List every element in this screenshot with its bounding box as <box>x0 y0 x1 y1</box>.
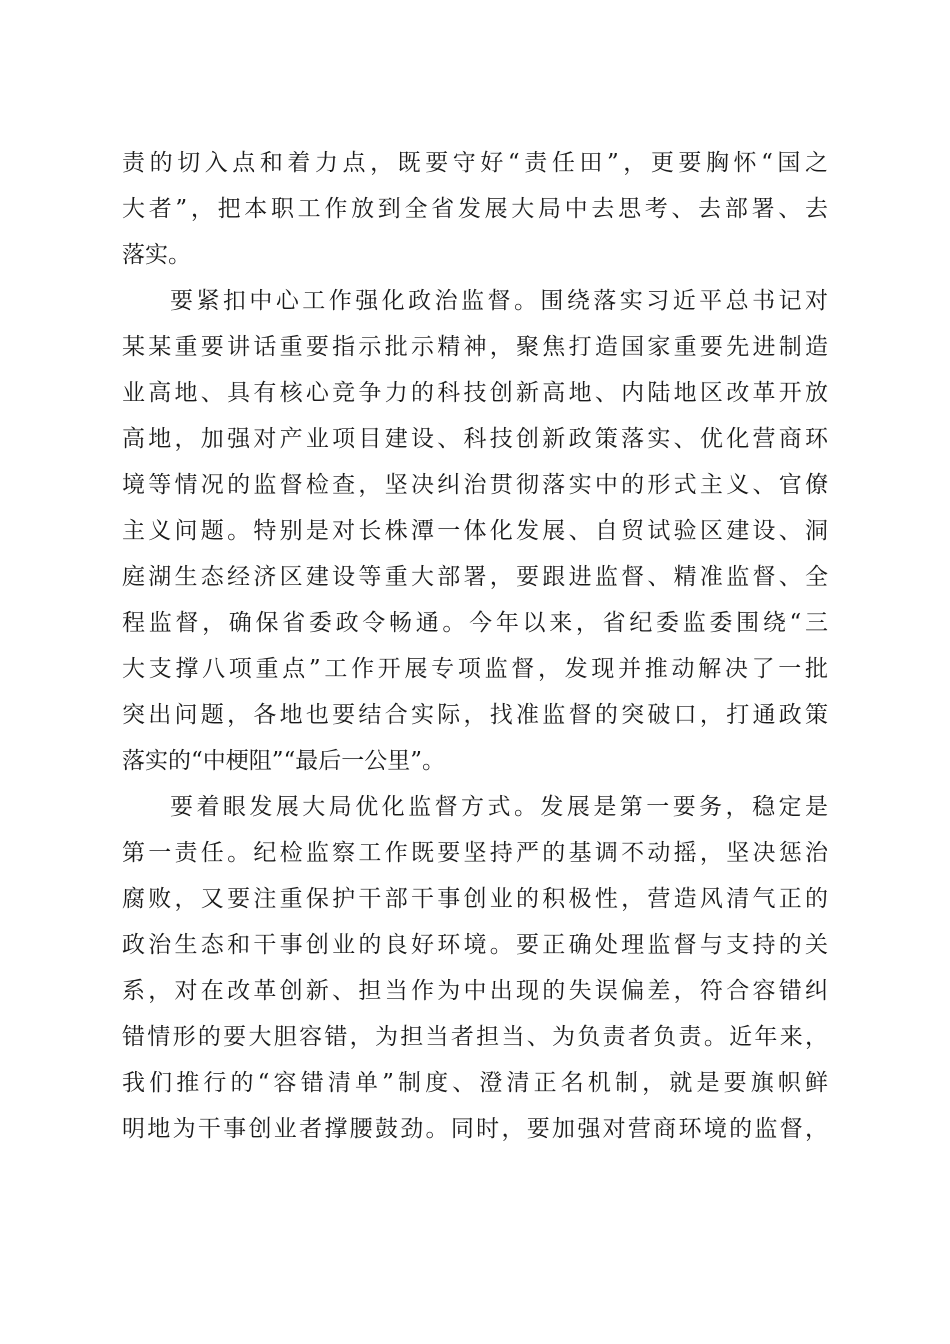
text-line: 明地为干事创业者撑腰鼓劲。同时，要加强对营商环境的监督， <box>122 1116 828 1142</box>
paragraph-heading-line: 要着眼发展大局优化监督方式。发展是第一要务，稳定是 <box>170 794 828 820</box>
text-line: 主义问题。特别是对长株潭一体化发展、自贸试验区建设、洞 <box>122 518 828 544</box>
text-line: 我们推行的“容错清单”制度、澄清正名机制，就是要旗帜鲜 <box>122 1070 828 1096</box>
text-line: 腐败，又要注重保护干部干事创业的积极性，营造风清气正的 <box>122 886 828 912</box>
text-line: 政治生态和干事创业的良好环境。要正确处理监督与支持的关 <box>122 932 828 958</box>
text-line: 业高地、具有核心竞争力的科技创新高地、内陆地区改革开放 <box>122 380 828 406</box>
text-line: 高地，加强对产业项目建设、科技创新政策落实、优化营商环 <box>122 426 828 452</box>
text-line: 庭湖生态经济区建设等重大部署，要跟进监督、精准监督、全 <box>122 564 828 590</box>
text-line: 系，对在改革创新、担当作为中出现的失误偏差，符合容错纠 <box>122 978 828 1004</box>
text-line: 某某重要讲话重要指示批示精神，聚焦打造国家重要先进制造 <box>122 334 828 360</box>
text-line: 大支撑八项重点”工作开展专项监督，发现并推动解决了一批 <box>122 656 828 682</box>
body-text <box>122 140 828 1152</box>
text-line: 落实。 <box>122 242 191 268</box>
text-line: 错情形的要大胆容错，为担当者担当、为负责者负责。近年来， <box>122 1024 828 1050</box>
paragraph-heading-line: 要紧扣中心工作强化政治监督。围绕落实习近平总书记对 <box>170 288 828 314</box>
text-line: 大者”，把本职工作放到全省发展大局中去思考、去部署、去 <box>122 196 828 222</box>
text-line: 突出问题，各地也要结合实际，找准监督的突破口，打通政策 <box>122 702 828 728</box>
text-line: 第一责任。纪检监察工作既要坚持严的基调不动摇，坚决惩治 <box>122 840 828 866</box>
text-line: 责的切入点和着力点，既要守好“责任田”，更要胸怀“国之 <box>122 150 828 176</box>
text-line: 落实的“中梗阻”“最后一公里”。 <box>122 748 446 774</box>
text-line: 境等情况的监督检查，坚决纠治贯彻落实中的形式主义、官僚 <box>122 472 828 498</box>
text-line: 程监督，确保省委政令畅通。今年以来，省纪委监委围绕“三 <box>122 610 828 636</box>
